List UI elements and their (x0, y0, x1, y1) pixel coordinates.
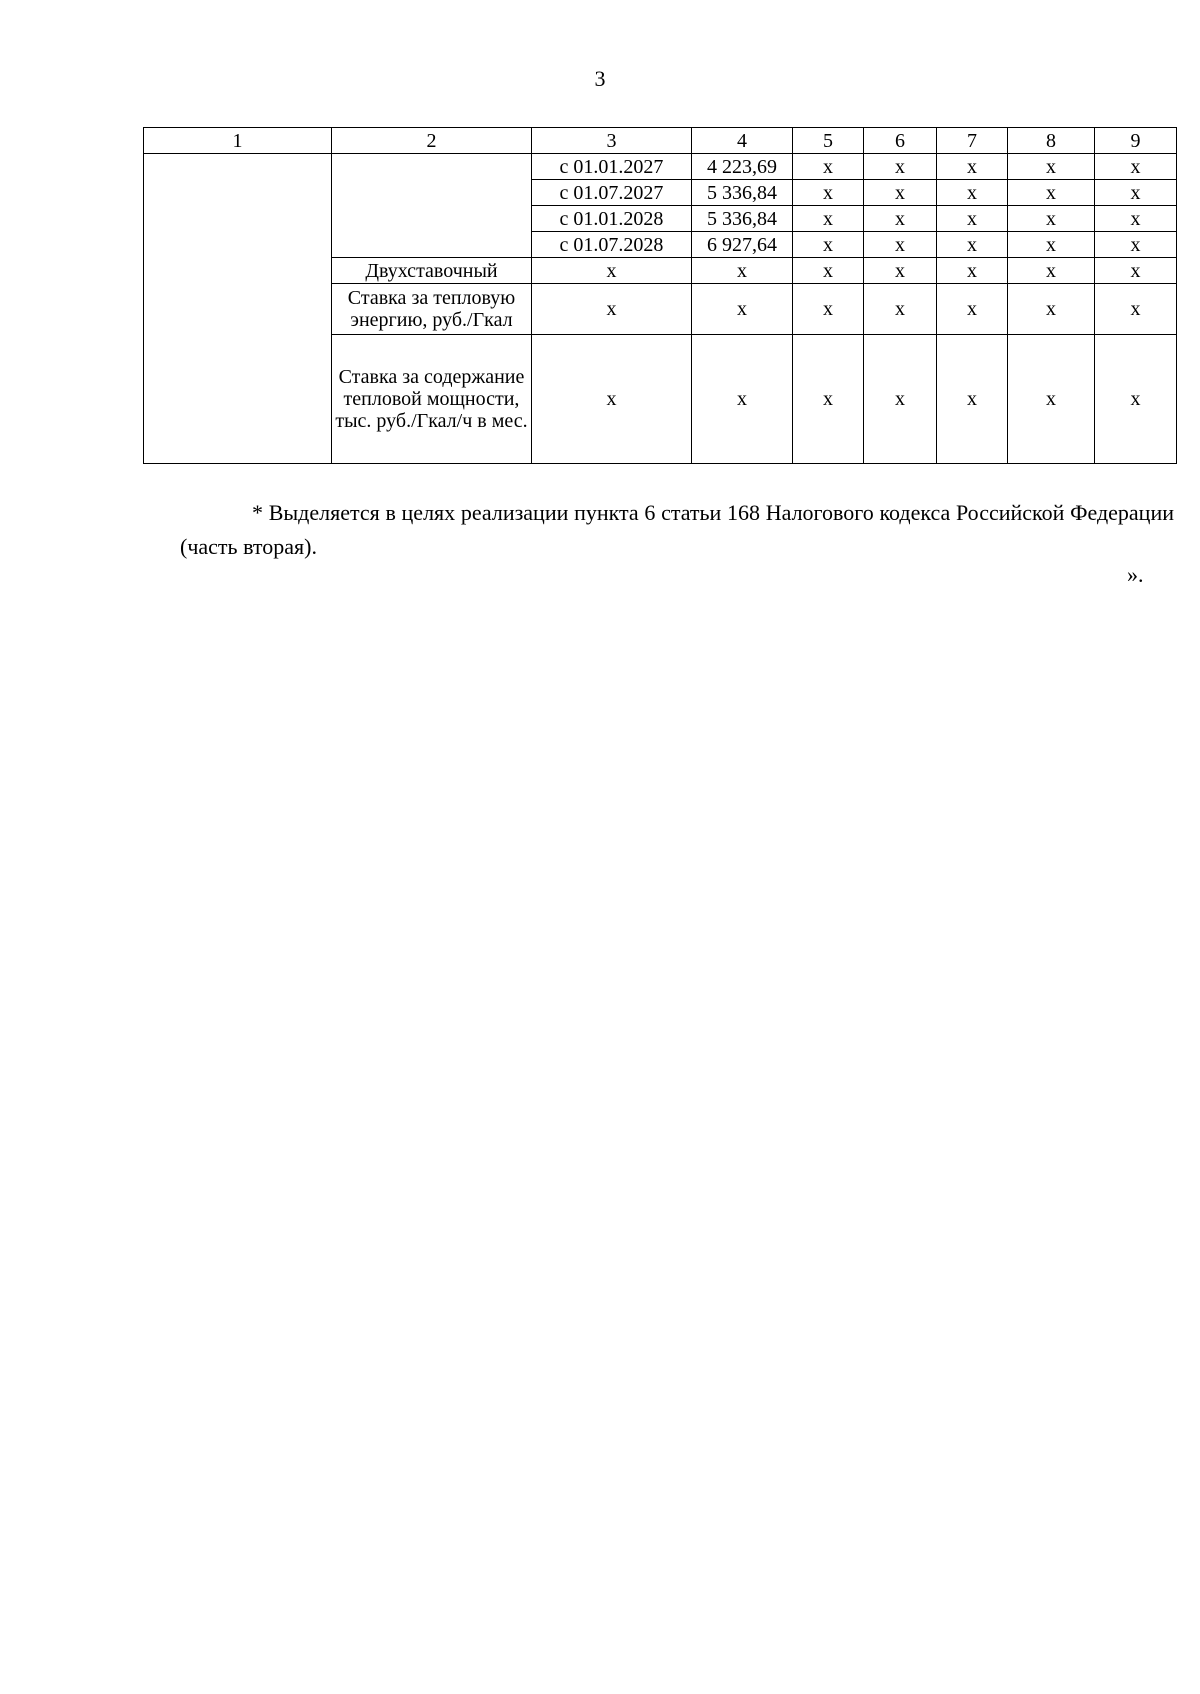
column-header: 6 (864, 128, 937, 154)
rate-label-cell: Ставка за тепловую энергию, руб./Гкал (332, 284, 532, 335)
value-cell: 5 336,84 (692, 180, 793, 206)
x-cell: х (1008, 258, 1095, 284)
x-cell: х (1008, 232, 1095, 258)
footnote: * Выделяется в целях реализации пункта 6 статьи 168 Налогового кодекса Российской Федерации (часть вторая). (180, 500, 1174, 559)
x-cell: х (793, 284, 864, 335)
x-cell: х (937, 335, 1008, 464)
x-cell: х (532, 258, 692, 284)
x-cell: х (1095, 180, 1177, 206)
value-cell: 5 336,84 (692, 206, 793, 232)
column-header: 8 (1008, 128, 1095, 154)
x-cell: х (937, 232, 1008, 258)
page-number: 3 (594, 66, 606, 91)
x-cell: х (1095, 154, 1177, 180)
rate-label-cell: Ставка за содержание тепловой мощности, тыс. руб./Гкал/ч в мес. (332, 335, 532, 464)
x-cell: х (864, 258, 937, 284)
x-cell: х (692, 335, 793, 464)
column-header: 5 (793, 128, 864, 154)
x-cell: х (793, 335, 864, 464)
x-cell: х (864, 284, 937, 335)
x-cell: х (864, 232, 937, 258)
x-cell: х (937, 180, 1008, 206)
x-cell: х (1095, 206, 1177, 232)
x-cell: х (1095, 284, 1177, 335)
x-cell: х (793, 258, 864, 284)
x-cell: х (864, 206, 937, 232)
x-cell: х (937, 206, 1008, 232)
tariff-table (143, 127, 1177, 464)
x-cell: х (793, 154, 864, 180)
x-cell: х (1095, 335, 1177, 464)
column-header: 4 (692, 128, 793, 154)
period-cell: с 01.01.2027 (532, 154, 692, 180)
x-cell: х (1008, 180, 1095, 206)
rate-label-cell: Двухставочный (332, 258, 532, 284)
column-header: 1 (144, 128, 332, 154)
x-cell: х (864, 180, 937, 206)
x-cell: х (793, 232, 864, 258)
x-cell: х (1008, 284, 1095, 335)
x-cell: х (793, 180, 864, 206)
x-cell: х (1095, 258, 1177, 284)
closing-quote: ». (1127, 562, 1144, 587)
value-cell: 6 927,64 (692, 232, 793, 258)
x-cell: х (1008, 335, 1095, 464)
period-cell: с 01.07.2027 (532, 180, 692, 206)
x-cell: х (1008, 206, 1095, 232)
value-cell: 4 223,69 (692, 154, 793, 180)
x-cell: х (532, 335, 692, 464)
x-cell: х (692, 284, 793, 335)
period-cell: с 01.07.2028 (532, 232, 692, 258)
x-cell: х (937, 258, 1008, 284)
x-cell: х (532, 284, 692, 335)
x-cell: х (937, 154, 1008, 180)
column-header: 7 (937, 128, 1008, 154)
empty-cell-col1 (144, 154, 332, 464)
x-cell: х (793, 206, 864, 232)
period-cell: с 01.01.2028 (532, 206, 692, 232)
column-header: 2 (332, 128, 532, 154)
x-cell: х (864, 335, 937, 464)
x-cell: х (1095, 232, 1177, 258)
empty-cell-col2 (332, 154, 532, 258)
x-cell: х (1008, 154, 1095, 180)
table-row (144, 154, 1177, 180)
x-cell: х (937, 284, 1008, 335)
x-cell: х (864, 154, 937, 180)
table-header-row (144, 128, 1177, 154)
column-header: 9 (1095, 128, 1177, 154)
x-cell: х (692, 258, 793, 284)
column-header: 3 (532, 128, 692, 154)
